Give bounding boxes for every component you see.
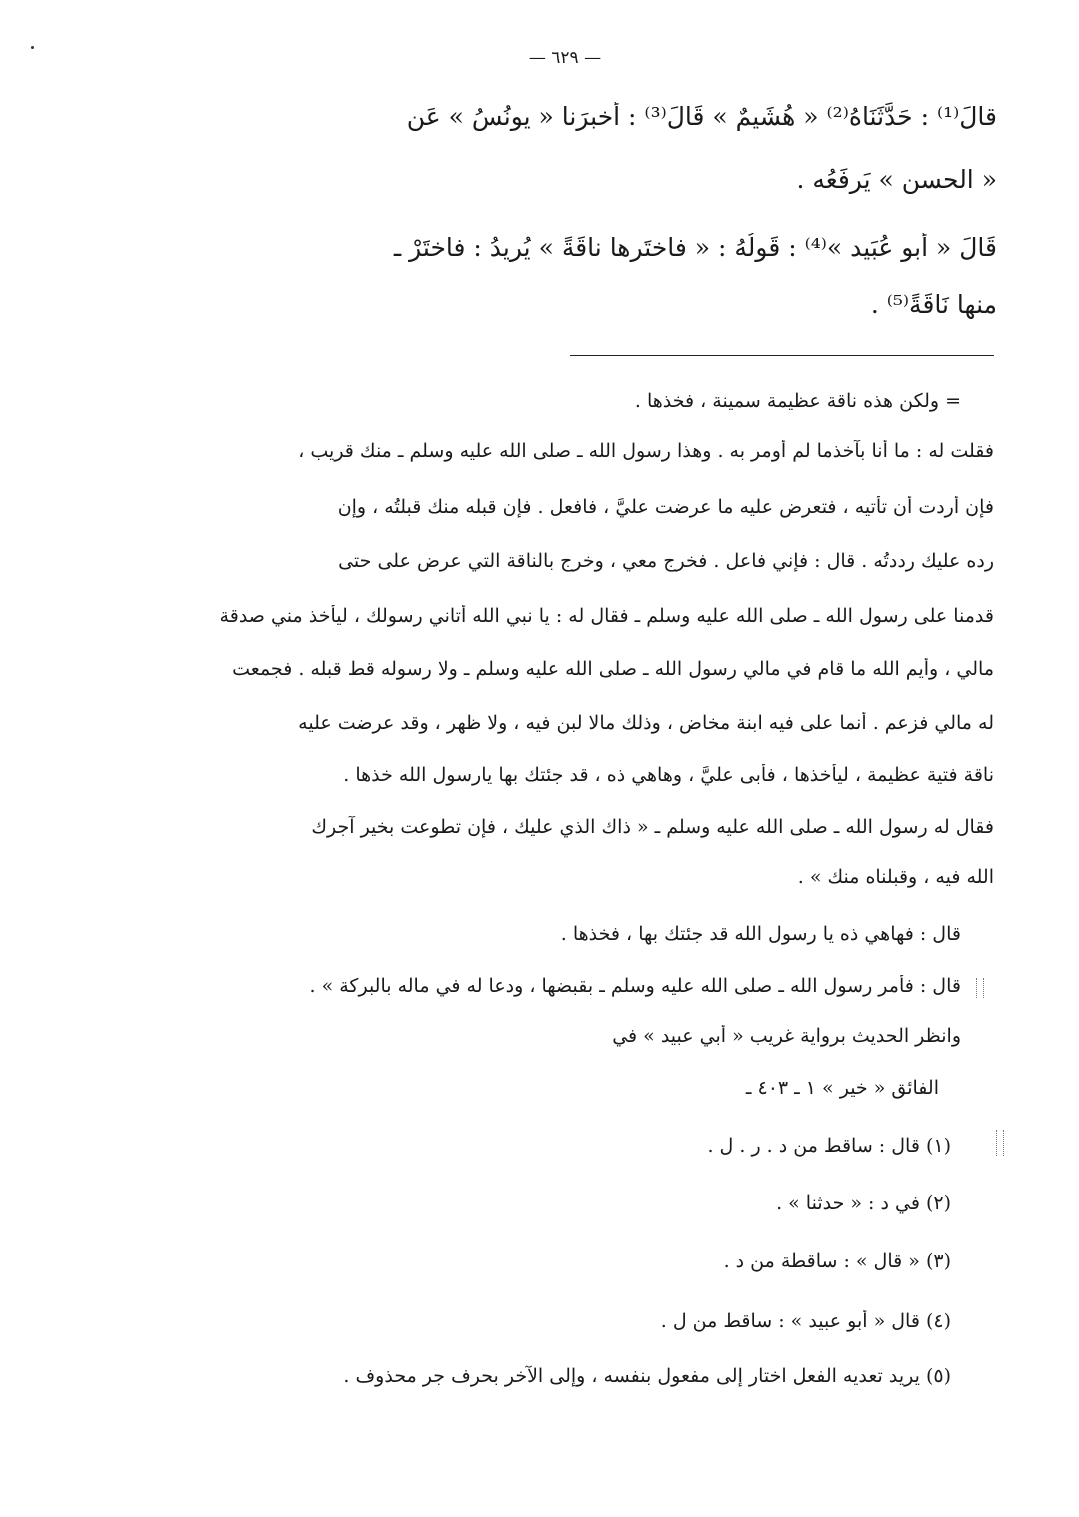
main-text-line-1: قالَ⁽¹⁾ : حَدَّثَنَاهُ⁽²⁾ « هُشَيمٌ » قَالَ⁽³⁾ : أَخبرَنا « يونُسُ » عَن — [406, 102, 997, 131]
commentary-line-9: فقال له رسول الله ـ صلى الله عليه وسلم ـ « ذاك الذي عليك ، فإن تطوعت بخير آجرك — [311, 816, 994, 838]
commentary-line-11: قال : فهاهي ذه يا رسول الله قد جئتك بها ، فخذها . — [560, 923, 961, 945]
footnote-4: (٤) قال « أبو عبيد » : ساقط من ل . — [660, 1310, 951, 1332]
main-text-line-2: « الحسنِ » يَرفَعُه . — [796, 165, 997, 194]
commentary-line-7: له مالي فزعم . أنما على فيه ابنة مخاض ، وذلك مالا لبن فيه ، ولا ظهر ، وقد عرضت عليه — [298, 712, 994, 734]
commentary-line-2: فقلت له : ما أنا بآخذما لم أومر به . وهذا رسول الله ـ صلى الله عليه وسلم ـ منك قريب ، — [298, 440, 994, 462]
footnote-1: (١) قال : ساقط من د . ر . ل . — [707, 1135, 951, 1157]
main-text-line-3: قَالَ « أَبو عُبَيد »⁽⁴⁾ : قَولُهُ : « فاختَرها ناقَةً » يُرِيدُ : فاختَرْ ـ — [393, 233, 997, 262]
margin-mark — [976, 978, 984, 998]
commentary-line-14: الفائق « خير » ١ ـ ٤٠٣ ـ — [745, 1077, 939, 1099]
footnote-3: (٣) « قال » : ساقطة من د . — [723, 1250, 951, 1272]
footnote-5: (٥) يريد تعديه الفعل اختار إلى مفعول بنفسه ، وإلى الآخر بحرف جر محذوف . — [343, 1365, 951, 1387]
page-number: — ٦٢٩ — — [528, 48, 602, 68]
commentary-line-3: فإن أردت أن تأتيه ، فتعرض عليه ما عرضت عليَّ ، فافعل . فإن قبله منك قبلتُه ، وإن — [337, 496, 994, 518]
scan-speck — [31, 46, 34, 49]
commentary-line-13: وانظر الحديث برواية غريب « أبي عبيد » في — [612, 1025, 961, 1047]
commentary-line-10: الله فيه ، وقبلناه منك » . — [797, 866, 994, 888]
commentary-line-1: = ولكن هذه ناقة عظيمة سمينة ، فخذها . — [634, 390, 961, 412]
commentary-line-12: قال : فأمر رسول الله ـ صلى الله عليه وسلم ـ بقبضها ، ودعا له في ماله بالبركة » . — [309, 975, 961, 997]
main-text-line-4: منها نَاقَةً⁽⁵⁾ . — [870, 290, 997, 319]
margin-mark — [996, 1130, 1004, 1156]
commentary-line-5: قدمنا على رسول الله ـ صلى الله عليه وسلم ـ فقال له : يا نبي الله أتاني رسولك ، ليأخذ مني صدقة — [219, 605, 994, 627]
commentary-line-8: ناقة فتية عظيمة ، ليأخذها ، فأبى عليَّ ، وهاهي ذه ، قد جئتك بها يارسول الله خذها . — [343, 764, 994, 786]
commentary-line-4: رده عليك رددتُه . قال : فإني فاعل . فخرج معي ، وخرج بالناقة التي عرض على حتى — [338, 550, 994, 572]
footnote-2: (٢) في د : « حدثنا » . — [776, 1192, 951, 1214]
commentary-line-6: مالي ، وأيم الله ما قام في مالي رسول الله ـ صلى الله عليه وسلم ـ ولا رسوله قط قبله . فجمعت — [232, 658, 994, 680]
footnote-divider — [570, 355, 994, 356]
